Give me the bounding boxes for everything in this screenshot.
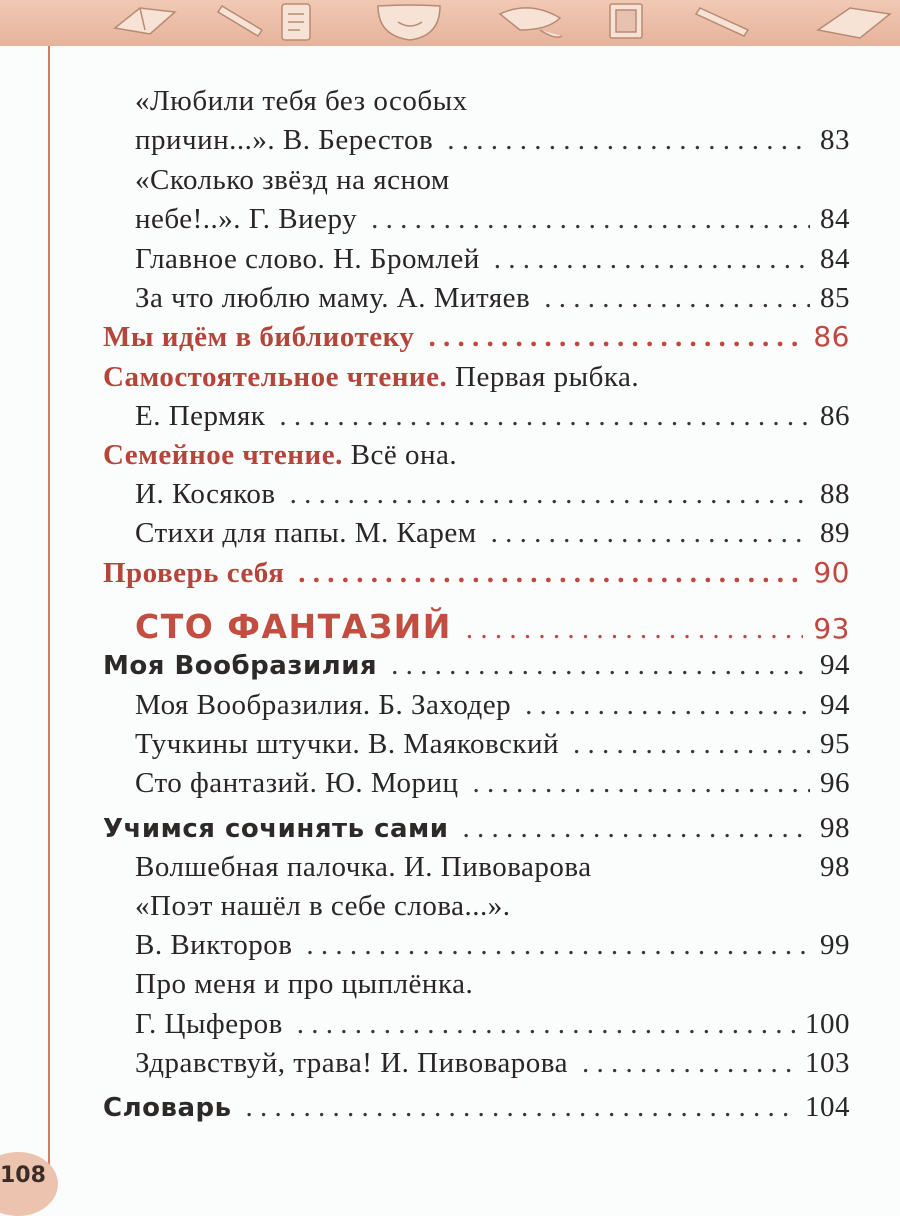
toc-subsection-dictionary[interactable] [103,1088,850,1126]
open-book-icon [818,8,890,38]
toc-section-self-reading [103,358,639,396]
toc-entry[interactable] [135,240,850,278]
dot-leader [279,397,810,435]
toc-entry-page: 104 [805,1091,850,1123]
toc-entry-title: «Любили тебя без особых [135,85,468,117]
toc-entry-title: Семейное чтение. [103,439,343,471]
toc-entry-page: 100 [805,1008,850,1040]
toc-entry-title: Моя Вообразилия [103,651,378,681]
toc-entry-title: Волшебная палочка. И. Пивоварова [135,851,592,883]
dot-leader [494,240,810,278]
toc-entry[interactable] [135,121,850,159]
toc-entry-title: Моя Вообразилия. Б. Заходер [135,689,512,721]
toc-entry-title: За что люблю маму. А. Митяев [135,282,531,314]
dot-leader [473,764,811,802]
toc-entry[interactable] [135,686,850,724]
dot-leader [371,200,810,238]
toc-entry[interactable] [135,200,850,238]
toc-entry-title: Словарь [103,1093,232,1123]
toc-entry[interactable] [135,1044,850,1082]
toc-entry-page: 86 [820,400,850,432]
toc-entry-title: Здравствуй, трава! И. Пивоварова [135,1047,568,1079]
dot-leader [306,926,810,964]
toc-entry-line [135,161,450,199]
pencil-icon [218,6,262,36]
pencil-icon [610,4,642,38]
toc-entry-title: «Поэт нашёл в себе слова...». [135,890,511,922]
dot-leader [491,514,810,552]
page-number: 108 [0,1163,46,1188]
toc-entry-page: 98 [820,851,850,883]
toc-entry-page: 103 [805,1047,850,1079]
toc-entry-page: 84 [820,203,850,235]
toc-entry-page: 89 [820,517,850,549]
toc-section-library[interactable] [103,318,850,356]
toc-subsection[interactable] [103,646,850,684]
pencil-icon [696,8,748,36]
toc-entry-title: Учимся сочинять сами [103,814,449,844]
dot-leader [463,809,810,847]
toc-entry-title: Тучкины штучки. В. Маяковский [135,728,560,760]
toc-entry-title: Главное слово. Н. Бромлей [135,243,480,275]
toc-entry-title: небе!..». Г. Виеру [135,203,358,235]
toc-entry[interactable] [135,514,850,552]
dot-leader [290,475,810,513]
dot-leader [466,608,803,650]
dot-leader [428,318,803,356]
book-icon [115,8,175,34]
toc-entry-title: Е. Пермяк [135,400,266,432]
toc-entry-page: 99 [820,929,850,961]
toc-entry[interactable] [135,1005,850,1043]
toc-entry[interactable] [135,279,850,317]
toc-entry-title: Самостоятельное чтение. [103,361,448,393]
dot-leader [447,121,810,159]
toc-entry-title: «Сколько звёзд на ясном [135,164,450,196]
toc-entry-page: 83 [820,124,850,156]
toc-entry-page: 86 [813,320,850,353]
toc-entry-title: Стихи для папы. М. Карем [135,517,477,549]
left-margin-rule [48,46,50,1200]
toc-entry-title: Сто фантазий. Ю. Мориц [135,767,459,799]
toc-entry-page: 94 [820,689,850,721]
toc-entry-line [135,887,511,925]
toc-chapter-heading[interactable] [135,606,850,648]
toc-entry[interactable] [135,926,850,964]
mask-icon [378,5,440,40]
dot-leader [544,279,810,317]
dot-leader [525,686,810,724]
dot-leader [391,646,810,684]
toc-entry[interactable] [135,397,850,435]
toc-section-family-reading [103,436,457,474]
toc-entry-title: причин...». В. Берестов [135,124,434,156]
dot-leader [582,1044,795,1082]
toc-entry-title-tail: Всё она. [342,439,458,471]
toc-subsection[interactable] [103,809,850,847]
toc-entry[interactable] [135,475,850,513]
toc-entry[interactable] [135,764,850,802]
dot-leader [246,1088,795,1126]
toc-entry-title: И. Косяков [135,478,276,510]
toc-entry-page: 88 [820,478,850,510]
toc-entry-page: 98 [820,812,850,844]
toc-entry[interactable] [135,848,850,886]
toc-entry-page: 96 [820,767,850,799]
toc-entry-page: 93 [813,612,850,645]
toc-entry-title-tail: Первая рыбка. [447,361,640,393]
decorative-header-band [0,0,900,46]
dot-leader [573,725,810,763]
toc-section-check-yourself[interactable] [103,554,850,592]
toc-entry-title: Мы идём в библиотеку [103,321,415,353]
toc-entry-line [135,82,468,120]
toc-entry-title: В. Викторов [135,929,293,961]
toc-entry-title: Г. Цыферов [135,1008,283,1040]
dot-leader [297,1005,795,1043]
dot-leader [298,554,803,592]
toc-entry-page: 85 [820,282,850,314]
scroll-icon [282,4,310,40]
toc-entry-page: 94 [820,649,850,681]
toc-entry[interactable] [135,725,850,763]
chapter-title: СТО ФАНТАЗИЙ [135,607,452,646]
toc-entry-title: Про меня и про цыплёнка. [135,968,474,1000]
quill-icon [500,8,562,37]
toc-entry-line [135,965,473,1003]
toc-entry-page: 90 [813,556,850,589]
toc-entry-title: Проверь себя [103,557,285,589]
toc-entry-page: 95 [820,728,850,760]
toc-entry-page: 84 [820,243,850,275]
